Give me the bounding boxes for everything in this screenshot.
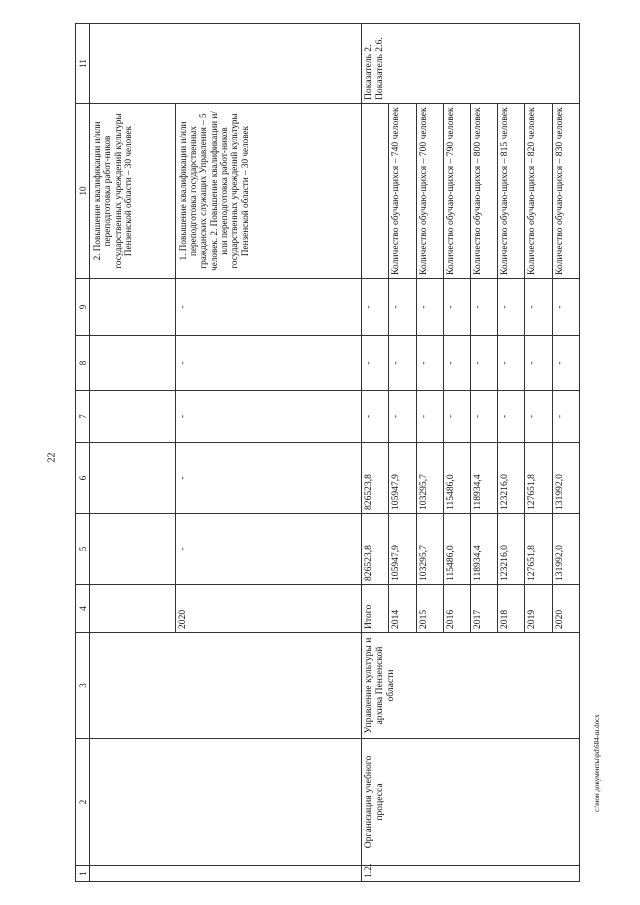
row-c9: - — [416, 279, 443, 336]
row-c5: 131992,0 — [552, 514, 579, 585]
row-c6: 123216,0 — [498, 443, 525, 514]
cell-dash: - — [175, 336, 361, 391]
row-c5: 118934,4 — [471, 514, 498, 585]
row-c6: 826523,8 — [362, 443, 389, 514]
row-c9: - — [471, 279, 498, 336]
cell-empty — [90, 279, 176, 336]
row-c9: - — [525, 279, 552, 336]
cell-empty — [90, 585, 176, 633]
row-c7: - — [362, 391, 389, 443]
row-c8: - — [552, 336, 579, 391]
row-c5: 127651,8 — [525, 514, 552, 585]
cell-dash: - — [175, 443, 361, 514]
cell-empty — [90, 633, 362, 739]
row-c8: - — [416, 336, 443, 391]
top-block-row-1 — [90, 24, 176, 882]
program-table — [75, 23, 580, 882]
row-c10: Количество обучаю-щихся – 790 человек — [443, 104, 470, 279]
col-number-7: 7 — [76, 391, 90, 443]
row-c8: - — [525, 336, 552, 391]
row-c6: 103295,7 — [416, 443, 443, 514]
col-number-11: 11 — [76, 24, 90, 104]
cell-empty — [90, 24, 362, 104]
row-c6: 115486,0 — [443, 443, 470, 514]
col-number-1: 1 — [76, 866, 90, 882]
row-c5: 105947,9 — [389, 514, 416, 585]
cell-empty — [90, 443, 176, 514]
footer-file-path: c:\мои документы\pd\684-ш.docx — [593, 714, 601, 812]
section-executor: Управление культуры и архива Пензенской области — [362, 633, 580, 739]
row-c10: Количество обучаю-щихся – 830 человек — [552, 104, 579, 279]
row-c10: Количество обучаю-щихся – 740 человек — [389, 104, 416, 279]
section-name: Организация учебного процесса — [362, 739, 580, 866]
header-number-row — [76, 24, 90, 882]
row-c10: Количество обучаю-щихся – 800 человек — [471, 104, 498, 279]
row-c9: - — [552, 279, 579, 336]
cell-col10-top: 2. Повышение квалификации и/или переподготовка работ-ников государственных учреждений культуры Пензенской области – 30 человек — [90, 104, 176, 279]
row-c5: 103295,7 — [416, 514, 443, 585]
row-c6: 105947,9 — [389, 443, 416, 514]
row-year: 2016 — [443, 585, 470, 633]
cell-dash: - — [175, 514, 361, 585]
row-c7: - — [498, 391, 525, 443]
row-c9: - — [389, 279, 416, 336]
row-c8: - — [498, 336, 525, 391]
section-indicator: Показатель 2. Показатель 2.6. — [362, 24, 580, 104]
cell-col10-text2: 1. Повышение квалификации и/или переподготовка государственных гражданских служащих Управления – 5 человек. 2. Повышение квалификации и/или переподготовка работ-ников государственных учреждений культуры Пензенской области – 30 человек — [175, 104, 361, 279]
section-row-0 — [362, 24, 389, 882]
row-c7: - — [389, 391, 416, 443]
row-c6: 118934,4 — [471, 443, 498, 514]
col-number-4: 4 — [76, 585, 90, 633]
row-c9: - — [443, 279, 470, 336]
row-c7: - — [552, 391, 579, 443]
cell-year: 2020 — [175, 585, 361, 633]
row-c5: 826523,8 — [362, 514, 389, 585]
col-number-6: 6 — [76, 443, 90, 514]
col-number-2: 2 — [76, 739, 90, 866]
row-c7: - — [443, 391, 470, 443]
cell-empty — [90, 866, 362, 882]
section-number: 1.2. — [362, 866, 580, 882]
row-c8: - — [471, 336, 498, 391]
cell-empty — [90, 739, 362, 866]
row-c7: - — [471, 391, 498, 443]
row-c10: Количество обучаю-щихся – 815 человек — [498, 104, 525, 279]
cell-dash: - — [175, 279, 361, 336]
cell-empty — [90, 514, 176, 585]
row-c5: 115486,0 — [443, 514, 470, 585]
cell-dash: - — [175, 391, 361, 443]
row-c6: 131992,0 — [552, 443, 579, 514]
row-c8: - — [362, 336, 389, 391]
row-c9: - — [362, 279, 389, 336]
row-year: 2017 — [471, 585, 498, 633]
col-number-8: 8 — [76, 336, 90, 391]
row-year: 2015 — [416, 585, 443, 633]
row-c5: 123216,0 — [498, 514, 525, 585]
col-number-5: 5 — [76, 514, 90, 585]
col-number-3: 3 — [76, 633, 90, 739]
row-year: 2020 — [552, 585, 579, 633]
row-c10 — [362, 104, 389, 279]
col-number-9: 9 — [76, 279, 90, 336]
col-number-10: 10 — [76, 104, 90, 279]
row-c7: - — [525, 391, 552, 443]
row-year: 2018 — [498, 585, 525, 633]
page-number: 22 — [46, 452, 58, 463]
row-year: 2019 — [525, 585, 552, 633]
cell-empty — [90, 391, 176, 443]
row-c7: - — [416, 391, 443, 443]
row-c10: Количество обучаю-щихся – 700 человек — [416, 104, 443, 279]
row-year: 2014 — [389, 585, 416, 633]
row-c6: 127651,8 — [525, 443, 552, 514]
cell-empty — [90, 336, 176, 391]
row-c8: - — [389, 336, 416, 391]
row-year: Итого — [362, 585, 389, 633]
row-c10: Количество обучаю-щихся – 820 человек — [525, 104, 552, 279]
rotated-table-container — [75, 24, 580, 882]
row-c9: - — [498, 279, 525, 336]
row-c8: - — [443, 336, 470, 391]
